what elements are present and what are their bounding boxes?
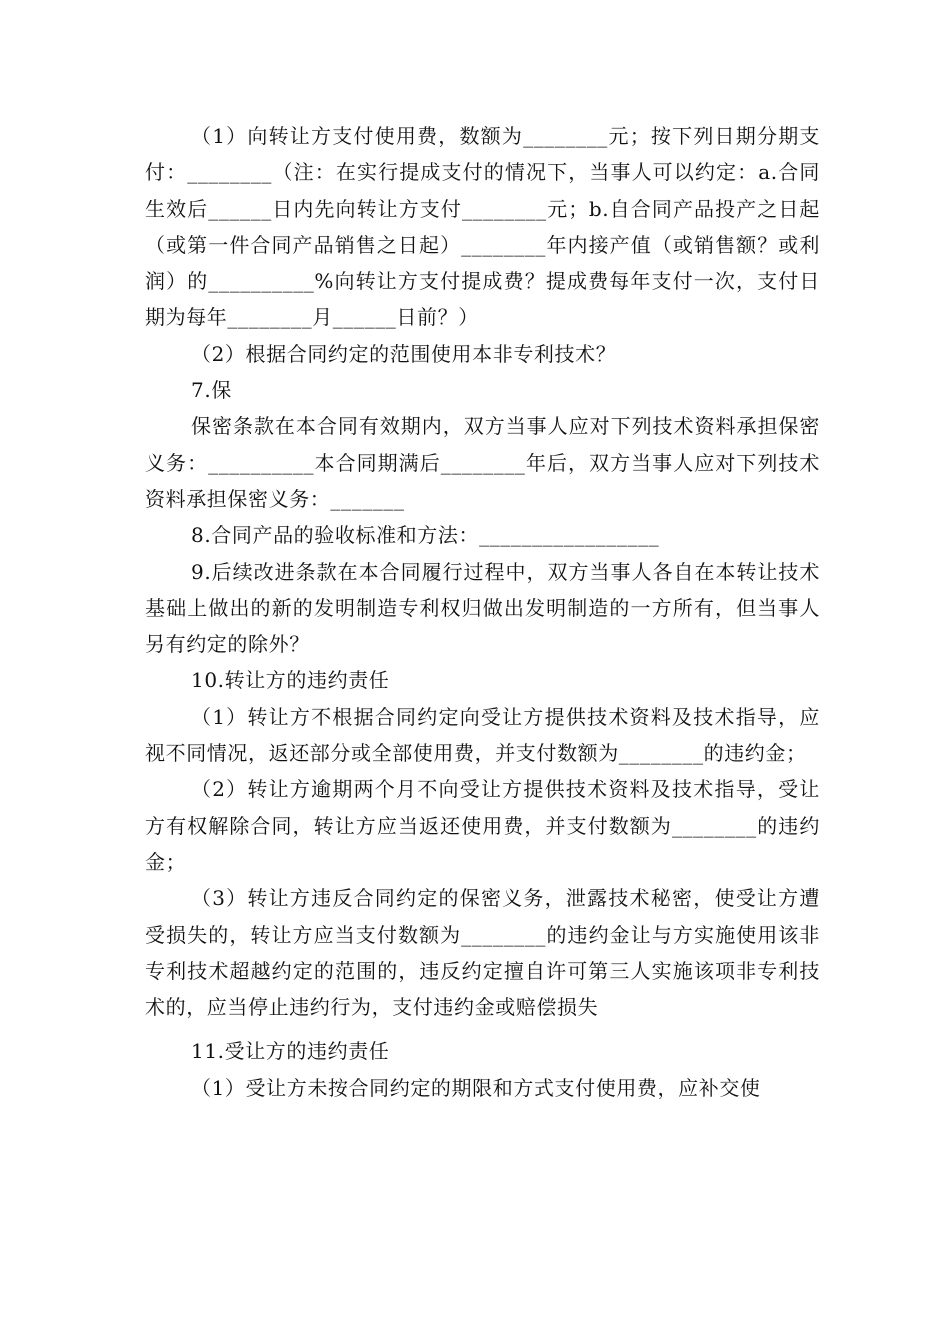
document-body — [145, 118, 820, 1106]
section-heading-transferor-liability: 10.转让方的违约责任 — [191, 668, 390, 693]
paragraph-transferor-liability-3: （3）转让方违反合同约定的保密义务，泄露技术秘密，使受让方遭受损失的，转让方应当支付数额为________的违约金让与方实施使用该非专利技术超越约定的范围的，违反约定擅自许可第三人实施该项非专利技术的，应当停止违约行为，支付违约金或赔偿损失 — [145, 886, 820, 1020]
section-heading-transferee-liability: 11.受让方的违约责任 — [191, 1039, 390, 1064]
paragraph-transferor-liability-1: （1）转让方不根据合同约定向受让方提供技术资料及技术指导，应视不同情况，返还部分或全部使用费，并支付数额为________的违约金； — [145, 704, 820, 766]
section-heading-confidentiality: 7.保 — [191, 378, 232, 403]
paragraph-confidentiality-clause: 保密条款在本合同有效期内，双方当事人应对下列技术资料承担保密义务：__________本合同期满后________年后，双方当事人应对下列技术资料承担保密义务：_______ — [145, 414, 820, 511]
paragraph-transferee-liability-1: （1）受让方未按合同约定的期限和方式支付使用费，应补交使 — [191, 1075, 761, 1100]
paragraph-usage-scope: （2）根据合同约定的范围使用本非专利技术？ — [191, 341, 617, 366]
section-heading-acceptance: 8.合同产品的验收标准和方法：_________________ — [191, 523, 660, 548]
paragraph-payment-terms: （1）向转让方支付使用费，数额为________元；按下列日期分期支付：________（注：在实行提成支付的情况下，当事人可以约定：a.合同生效后______日内先向转让方支付________元；b.自合同产品投产之日起（或第一件合同产品销售之日起）________年内接产值（或销售额？或利润）的__________%向转让方支付提成费？提成费每年支付一次，支付日期为每年________月______日前？） — [145, 124, 820, 330]
section-heading-improvements: 9.后续改进条款在本合同履行过程中，双方当事人各自在本转让技术基础上做出的新的发明制造专利权归做出发明制造的一方所有，但当事人另有约定的除外？ — [145, 559, 820, 657]
paragraph-transferor-liability-2: （2）转让方逾期两个月不向受让方提供技术资料及技术指导，受让方有权解除合同，转让方应当返还使用费，并支付数额为________的违约金； — [145, 777, 820, 874]
